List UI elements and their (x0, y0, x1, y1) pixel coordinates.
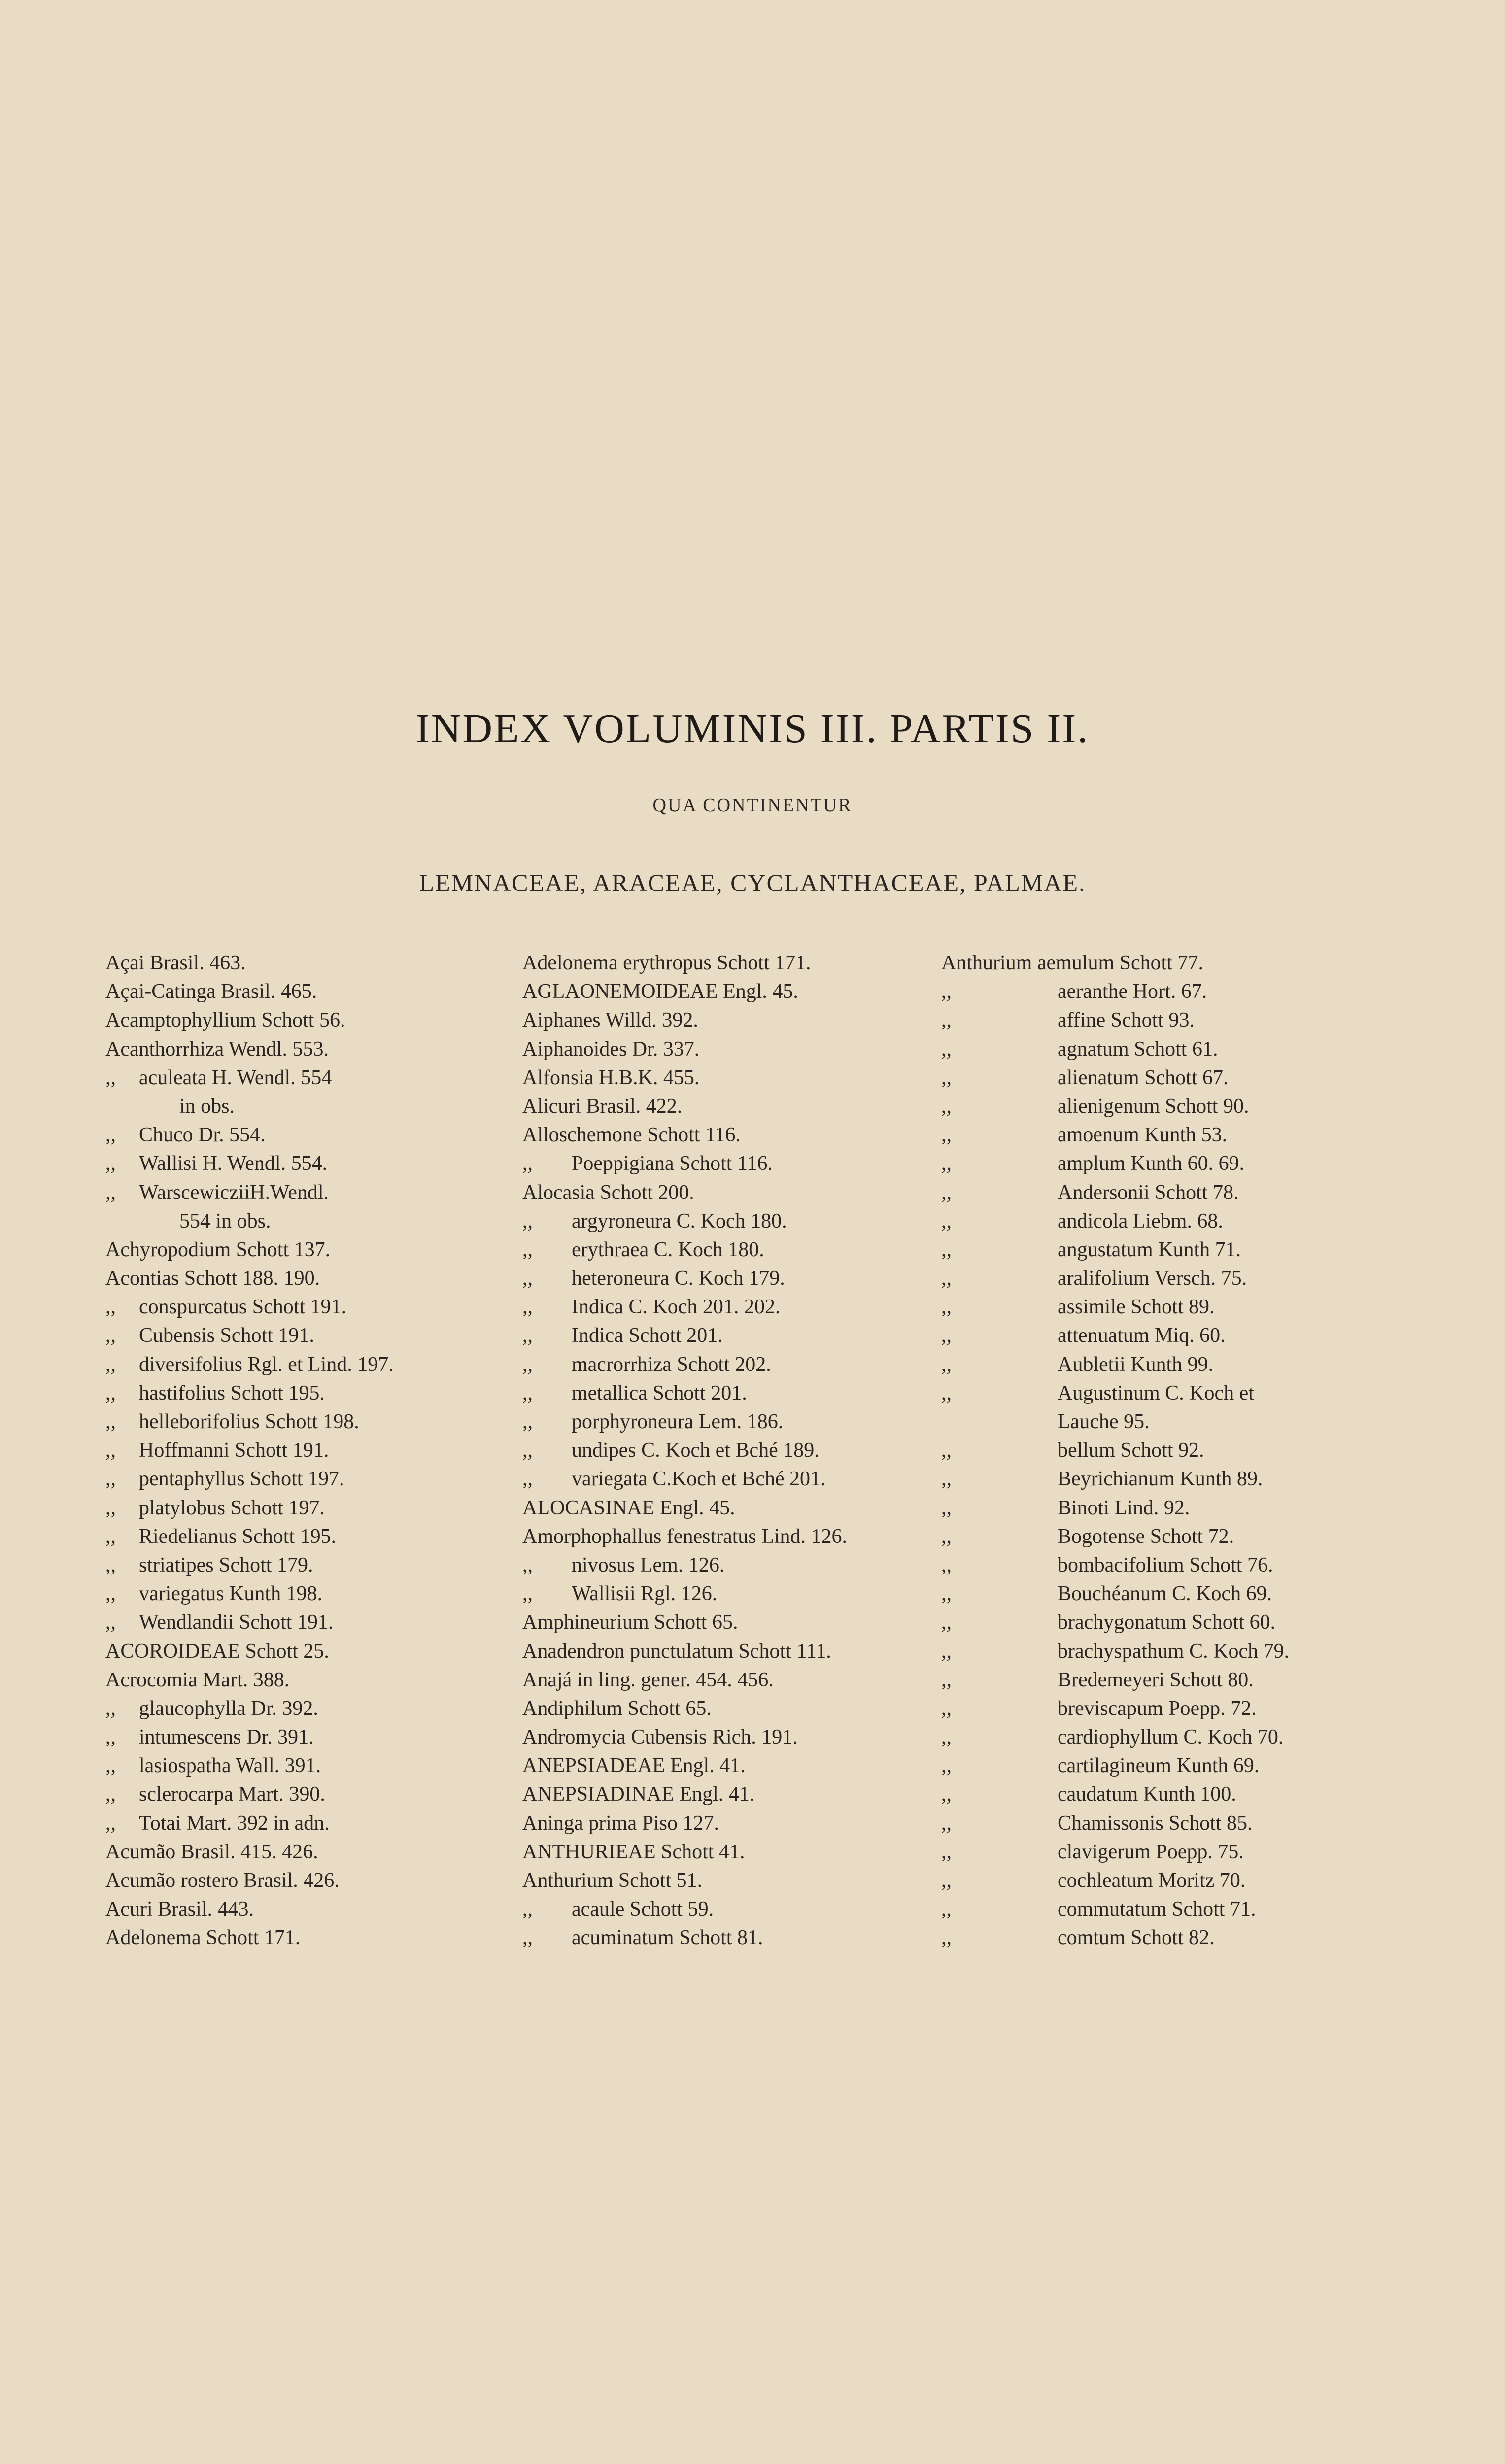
ditto-mark: ,, (105, 1812, 116, 1835)
index-entry (522, 1637, 936, 1666)
ditto-mark: ,, (941, 1095, 952, 1118)
index-entry (105, 1723, 519, 1751)
index-entry (941, 1579, 1355, 1608)
index-entry (105, 1235, 519, 1264)
index-column-2 (522, 949, 936, 1952)
entry-text: Bredemeyeri Schott 80. (1058, 1668, 1254, 1691)
ditto-mark: ,, (941, 1611, 952, 1634)
index-entry (941, 1035, 1355, 1063)
index-entry (941, 1321, 1355, 1350)
entry-text: Cubensis Schott 191. (139, 1324, 314, 1347)
entry-text: Alicuri Brasil. 422. (522, 1095, 683, 1118)
ditto-mark: ,, (941, 1926, 952, 1950)
ditto-mark: ,, (941, 1553, 952, 1576)
index-entry (105, 1809, 519, 1838)
ditto-mark: ,, (522, 1209, 533, 1232)
entry-text: Indica C. Koch 201. 202. (572, 1296, 781, 1319)
entry-text: amplum Kunth 60. 69. (1058, 1152, 1245, 1175)
index-entry (105, 1494, 519, 1522)
index-entry (105, 1637, 519, 1666)
entry-text: undipes C. Koch et Bché 189. (572, 1439, 820, 1462)
index-entry (522, 1608, 936, 1637)
index-entry (522, 1092, 936, 1121)
entry-text: nivosus Lem. 126. (572, 1553, 725, 1576)
index-entry (941, 1723, 1355, 1751)
index-entry (941, 1264, 1355, 1293)
entry-text: Acuri Brasil. 443. (105, 1898, 254, 1921)
entry-text: aralifolium Versch. 75. (1058, 1267, 1247, 1290)
entry-text: 554 in obs. (179, 1209, 271, 1232)
entry-text: Poeppigiana Schott 116. (572, 1152, 773, 1175)
ditto-mark: ,, (522, 1553, 533, 1576)
index-entry (105, 1350, 519, 1379)
index-entry (941, 1694, 1355, 1723)
ditto-mark: ,, (105, 1066, 116, 1089)
entry-text: Acrocomia Mart. 388. (105, 1668, 290, 1691)
index-entry (522, 1494, 936, 1522)
ditto-mark: ,, (941, 1353, 952, 1376)
index-entry (941, 949, 1355, 977)
entry-text: angustatum Kunth 71. (1058, 1238, 1241, 1261)
index-entry (941, 977, 1355, 1006)
ditto-mark: ,, (941, 1152, 952, 1175)
index-entry (522, 1350, 936, 1379)
index-entry (522, 1264, 936, 1293)
ditto-mark: ,, (105, 1525, 116, 1548)
entry-text: Acontias Schott 188. 190. (105, 1267, 320, 1290)
entry-text: Hoffmanni Schott 191. (139, 1439, 329, 1462)
index-entry (941, 1235, 1355, 1264)
index-entry (941, 1751, 1355, 1780)
entry-text: Adelonema erythropus Schott 171. (522, 952, 811, 974)
entry-text: glaucophylla Dr. 392. (139, 1697, 318, 1720)
ditto-mark: ,, (941, 1496, 952, 1519)
index-entry (522, 1006, 936, 1034)
families-line: LEMNACEAE, ARACEAE, CYCLANTHACEAE, PALMAE. (419, 869, 1086, 896)
index-entry (522, 949, 936, 977)
entry-text: Achyropodium Schott 137. (105, 1238, 331, 1261)
entry-text: Andromycia Cubensis Rich. 191. (522, 1726, 798, 1749)
entry-text: ANEPSIADINAE Engl. 41. (522, 1783, 755, 1806)
ditto-mark: ,, (941, 1381, 952, 1404)
index-entry (105, 1321, 519, 1350)
entry-text: affine Schott 93. (1058, 1009, 1195, 1032)
index-entry (941, 1407, 1355, 1436)
entry-text: heteroneura C. Koch 179. (572, 1267, 785, 1290)
index-entry (105, 1063, 519, 1092)
index-column-1 (105, 949, 519, 1952)
entry-text: sclerocarpa Mart. 390. (139, 1783, 325, 1806)
entry-text: Anthurium Schott 51. (522, 1869, 703, 1892)
ditto-mark: ,, (105, 1468, 116, 1491)
index-entry (941, 1350, 1355, 1379)
index-entry (941, 1923, 1355, 1952)
ditto-mark: ,, (522, 1898, 533, 1921)
entry-text: bombacifolium Schott 76. (1058, 1553, 1273, 1576)
ditto-mark: ,, (941, 1238, 952, 1261)
index-entry (522, 1809, 936, 1838)
index-entry (105, 1923, 519, 1952)
index-entry (941, 1178, 1355, 1207)
index-column-3 (941, 949, 1355, 1952)
entry-text: cartilagineum Kunth 69. (1058, 1754, 1260, 1778)
index-entry (522, 1895, 936, 1923)
entry-text: Chuco Dr. 554. (139, 1124, 266, 1147)
entry-text: acaule Schott 59. (572, 1898, 714, 1921)
entry-text: WarscewicziiH.Wendl. (139, 1181, 329, 1204)
ditto-mark: ,, (105, 1381, 116, 1404)
index-entry (522, 1923, 936, 1952)
index-entry (105, 1178, 519, 1207)
index-entry (522, 1579, 936, 1608)
ditto-mark: ,, (105, 1582, 116, 1606)
ditto-mark: ,, (941, 1124, 952, 1147)
index-entry (105, 1436, 519, 1465)
index-entry (105, 1780, 519, 1809)
entry-text: Acumão Brasil. 415. 426. (105, 1840, 318, 1863)
index-entry (522, 1866, 936, 1895)
index-entry (522, 977, 936, 1006)
index-entry (941, 1121, 1355, 1149)
ditto-mark: ,, (941, 1726, 952, 1749)
index-entry (105, 1092, 519, 1121)
index-entry (941, 1293, 1355, 1321)
ditto-mark: ,, (522, 1582, 533, 1606)
ditto-mark: ,, (105, 1553, 116, 1576)
ditto-mark: ,, (941, 1209, 952, 1232)
entry-text: striatipes Schott 179. (139, 1553, 313, 1576)
entry-text: Acamptophyllium Schott 56. (105, 1009, 345, 1032)
ditto-mark: ,, (941, 1898, 952, 1921)
entry-text: Anthurium aemulum Schott 77. (941, 952, 1203, 974)
entry-text: Aiphanes Willd. 392. (522, 1009, 698, 1032)
entry-text: hastifolius Schott 195. (139, 1381, 325, 1404)
ditto-mark: ,, (941, 1296, 952, 1319)
entry-text: Lauche 95. (1058, 1410, 1150, 1433)
index-entry (522, 1379, 936, 1407)
index-entry (105, 1149, 519, 1178)
ditto-mark: ,, (105, 1410, 116, 1433)
ditto-mark: ,, (105, 1496, 116, 1519)
index-entry (522, 1207, 936, 1235)
entry-text: Bouchéanum C. Koch 69. (1058, 1582, 1272, 1606)
index-entry (522, 1063, 936, 1092)
entry-text: ACOROIDEAE Schott 25. (105, 1640, 329, 1663)
entry-text: in obs. (179, 1095, 235, 1118)
ditto-mark: ,, (522, 1267, 533, 1290)
index-subtitle: QUA CONTINENTUR (652, 795, 853, 816)
index-entry (522, 1551, 936, 1579)
index-entry (522, 1694, 936, 1723)
entry-text: ANEPSIADEAE Engl. 41. (522, 1754, 746, 1778)
ditto-mark: ,, (522, 1238, 533, 1261)
ditto-mark: ,, (105, 1439, 116, 1462)
ditto-mark: ,, (105, 1783, 116, 1806)
entry-text: bellum Schott 92. (1058, 1439, 1204, 1462)
index-entry (941, 1149, 1355, 1178)
ditto-mark: ,, (105, 1152, 116, 1175)
ditto-mark: ,, (941, 1009, 952, 1032)
entry-text: Binoti Lind. 92. (1058, 1496, 1190, 1519)
index-entry (522, 1407, 936, 1436)
entry-text: breviscapum Poepp. 72. (1058, 1697, 1257, 1720)
ditto-mark: ,, (941, 1640, 952, 1663)
entry-text: Alloschemone Schott 116. (522, 1124, 741, 1147)
ditto-mark: ,, (522, 1410, 533, 1433)
entry-text: Acumão rostero Brasil. 426. (105, 1869, 340, 1892)
entry-text: andicola Liebm. 68. (1058, 1209, 1223, 1232)
entry-text: lasiospatha Wall. 391. (139, 1754, 321, 1778)
index-entry (941, 1666, 1355, 1694)
index-entry (522, 1838, 936, 1866)
entry-text: acuminatum Schott 81. (572, 1926, 763, 1950)
index-entry (105, 1895, 519, 1923)
index-entry (105, 1293, 519, 1321)
index-entry (941, 1063, 1355, 1092)
entry-text: Aubletii Kunth 99. (1058, 1353, 1214, 1376)
index-entry (522, 1723, 936, 1751)
entry-text: aeranthe Hort. 67. (1058, 980, 1207, 1003)
entry-text: erythraea C. Koch 180. (572, 1238, 764, 1261)
entry-text: assimile Schott 89. (1058, 1296, 1215, 1319)
index-title: INDEX VOLUMINIS III. PARTIS II. (415, 706, 1090, 752)
index-entry (105, 1694, 519, 1723)
ditto-mark: ,, (941, 1468, 952, 1491)
index-entry (522, 1121, 936, 1149)
index-entry (941, 1207, 1355, 1235)
ditto-mark: ,, (522, 1152, 533, 1175)
index-entry (105, 1006, 519, 1034)
index-entry (941, 1608, 1355, 1637)
entry-text: agnatum Schott 61. (1058, 1037, 1218, 1061)
entry-text: diversifolius Rgl. et Lind. 197. (139, 1353, 394, 1376)
index-entry (105, 1838, 519, 1866)
entry-text: macrorrhiza Schott 202. (572, 1353, 771, 1376)
index-entry (941, 1522, 1355, 1551)
index-entry (105, 1407, 519, 1436)
entry-text: intumescens Dr. 391. (139, 1726, 314, 1749)
entry-text: alienigenum Schott 90. (1058, 1095, 1249, 1118)
entry-text: brachygonatum Schott 60. (1058, 1611, 1276, 1634)
index-entry (941, 1092, 1355, 1121)
ditto-mark: ,, (941, 1697, 952, 1720)
index-entry (105, 1579, 519, 1608)
entry-text: Alfonsia H.B.K. 455. (522, 1066, 700, 1089)
index-entry (522, 1666, 936, 1694)
index-entry (941, 1809, 1355, 1838)
index-entry (105, 1121, 519, 1149)
entry-text: Wendlandii Schott 191. (139, 1611, 334, 1634)
ditto-mark: ,, (105, 1754, 116, 1778)
index-entry (941, 1838, 1355, 1866)
ditto-mark: ,, (522, 1353, 533, 1376)
entry-text: Augustinum C. Koch et (1058, 1381, 1254, 1404)
ditto-mark: ,, (941, 1869, 952, 1892)
ditto-mark: ,, (522, 1468, 533, 1491)
ditto-mark: ,, (522, 1324, 533, 1347)
ditto-mark: ,, (941, 1812, 952, 1835)
ditto-mark: ,, (941, 1267, 952, 1290)
entry-text: porphyroneura Lem. 186. (572, 1410, 784, 1433)
entry-text: clavigerum Poepp. 75. (1058, 1840, 1244, 1863)
entry-text: metallica Schott 201. (572, 1381, 747, 1404)
ditto-mark: ,, (105, 1726, 116, 1749)
entry-text: commutatum Schott 71. (1058, 1898, 1256, 1921)
ditto-mark: ,, (941, 1783, 952, 1806)
index-entry (522, 1149, 936, 1178)
ditto-mark: ,, (941, 1324, 952, 1347)
index-entry (941, 1436, 1355, 1465)
index-entry (522, 1035, 936, 1063)
entry-text: Adelonema Schott 171. (105, 1926, 301, 1950)
entry-text: Amphineurium Schott 65. (522, 1611, 738, 1634)
ditto-mark: ,, (522, 1926, 533, 1950)
index-entry (105, 949, 519, 977)
entry-text: pentaphyllus Schott 197. (139, 1468, 344, 1491)
entry-text: Beyrichianum Kunth 89. (1058, 1468, 1263, 1491)
entry-text: Anajá in ling. gener. 454. 456. (522, 1668, 774, 1691)
index-entry (522, 1780, 936, 1809)
ditto-mark: ,, (941, 1181, 952, 1204)
entry-text: Amorphophallus fenestratus Lind. 126. (522, 1525, 848, 1548)
entry-text: attenuatum Miq. 60. (1058, 1324, 1226, 1347)
index-entry (522, 1321, 936, 1350)
index-entry (105, 1035, 519, 1063)
index-entry (941, 1780, 1355, 1809)
entry-text: Andiphilum Schott 65. (522, 1697, 712, 1720)
index-entry (941, 1895, 1355, 1923)
ditto-mark: ,, (105, 1181, 116, 1204)
ditto-mark: ,, (105, 1124, 116, 1147)
entry-text: Indica Schott 201. (572, 1324, 723, 1347)
index-entry (105, 1264, 519, 1293)
index-entry (941, 1465, 1355, 1493)
ditto-mark: ,, (522, 1381, 533, 1404)
ditto-mark: ,, (522, 1296, 533, 1319)
ditto-mark: ,, (941, 1754, 952, 1778)
entry-text: Chamissonis Schott 85. (1058, 1812, 1253, 1835)
entry-text: Bogotense Schott 72. (1058, 1525, 1234, 1548)
index-entry (941, 1494, 1355, 1522)
index-entry (105, 1207, 519, 1235)
index-entry (522, 1178, 936, 1207)
index-entry (105, 1751, 519, 1780)
index-entry (105, 977, 519, 1006)
ditto-mark: ,, (522, 1439, 533, 1462)
ditto-mark: ,, (105, 1697, 116, 1720)
entry-text: variegatus Kunth 198. (139, 1582, 323, 1606)
entry-text: Totai Mart. 392 in adn. (139, 1812, 330, 1835)
index-entry (105, 1379, 519, 1407)
index-entry (522, 1235, 936, 1264)
ditto-mark: ,, (105, 1353, 116, 1376)
index-entry (522, 1751, 936, 1780)
entry-text: caudatum Kunth 100. (1058, 1783, 1236, 1806)
index-entry (105, 1522, 519, 1551)
ditto-mark: ,, (941, 1582, 952, 1606)
entry-text: conspurcatus Schott 191. (139, 1296, 347, 1319)
entry-text: Anadendron punctulatum Schott 111. (522, 1640, 831, 1663)
entry-text: argyroneura C. Koch 180. (572, 1209, 787, 1232)
ditto-mark: ,, (941, 1037, 952, 1061)
entry-text: Aninga prima Piso 127. (522, 1812, 719, 1835)
ditto-mark: ,, (105, 1324, 116, 1347)
entry-text: Alocasia Schott 200. (522, 1181, 694, 1204)
entry-text: Wallisi H. Wendl. 554. (139, 1152, 328, 1175)
entry-text: Açai Brasil. 463. (105, 952, 246, 974)
entry-text: comtum Schott 82. (1058, 1926, 1215, 1950)
index-entry (522, 1293, 936, 1321)
entry-text: cochleatum Moritz 70. (1058, 1869, 1246, 1892)
entry-text: cardiophyllum C. Koch 70. (1058, 1726, 1284, 1749)
entry-text: Riedelianus Schott 195. (139, 1525, 337, 1548)
entry-text: AGLAONEMOIDEAE Engl. 45. (522, 980, 798, 1003)
index-entry (941, 1637, 1355, 1666)
index-entry (105, 1551, 519, 1579)
entry-text: platylobus Schott 197. (139, 1496, 325, 1519)
entry-text: Açai-Catinga Brasil. 465. (105, 980, 317, 1003)
ditto-mark: ,, (941, 1439, 952, 1462)
ditto-mark: ,, (941, 980, 952, 1003)
entry-text: Andersonii Schott 78. (1058, 1181, 1239, 1204)
index-entry (105, 1465, 519, 1493)
index-entry (941, 1866, 1355, 1895)
index-entry (522, 1465, 936, 1493)
ditto-mark: ,, (941, 1525, 952, 1548)
entry-text: ALOCASINAE Engl. 45. (522, 1496, 735, 1519)
index-entry (105, 1866, 519, 1895)
entry-text: Acanthorrhiza Wendl. 553. (105, 1037, 329, 1061)
index-entry (941, 1379, 1355, 1407)
entry-text: ANTHURIEAE Schott 41. (522, 1840, 745, 1863)
index-entry (105, 1608, 519, 1637)
entry-text: brachyspathum C. Koch 79. (1058, 1640, 1290, 1663)
ditto-mark: ,, (941, 1840, 952, 1863)
ditto-mark: ,, (105, 1296, 116, 1319)
entry-text: Wallisii Rgl. 126. (572, 1582, 718, 1606)
entry-text: Aiphanoides Dr. 337. (522, 1037, 700, 1061)
index-entry (522, 1436, 936, 1465)
index-entry (941, 1006, 1355, 1034)
index-entry (941, 1551, 1355, 1579)
entry-text: variegata C.Koch et Bché 201. (572, 1468, 826, 1491)
entry-text: aculeata H. Wendl. 554 (139, 1066, 332, 1089)
ditto-mark: ,, (941, 1066, 952, 1089)
entry-text: amoenum Kunth 53. (1058, 1124, 1228, 1147)
ditto-mark: ,, (941, 1668, 952, 1691)
entry-text: helleborifolius Schott 198. (139, 1410, 359, 1433)
ditto-mark: ,, (105, 1611, 116, 1634)
entry-text: alienatum Schott 67. (1058, 1066, 1229, 1089)
index-entry (522, 1522, 936, 1551)
index-entry (105, 1666, 519, 1694)
